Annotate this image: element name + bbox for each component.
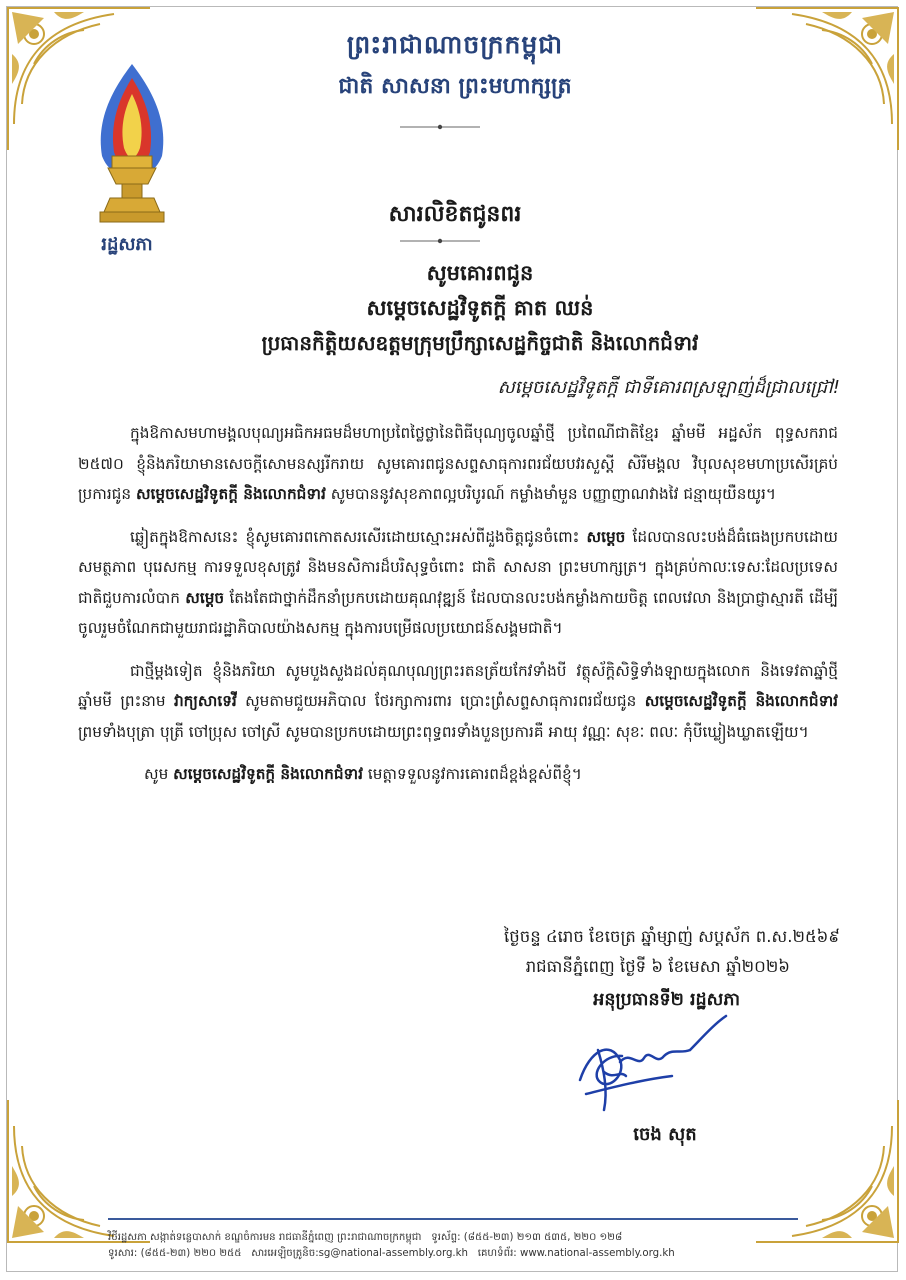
p1-text-1: ក្នុងឱកាសមហាមង្គលបុណ្យអធិកអធមដ៏មហាប្រពៃថ្លៃថ្លានៃពិធីបុណ្យចូលឆ្នាំថ្មី ប្រពៃណីជាតិខ្មែរ ឆ្នាំមមី អដ្ឋស័ក ពុទ្ធសករាជ ២៥៧០ ខ្ញុំនិងភរិយាមានសេចក្តីសោមនស្សរីករាយ សូមគោរពជូនសព្ទសាធុការពរជ័យបវរសួស្តី សិរីមង្គល វិបុលសុខមហាប្រសើរគ្រប់ប្រការជូន (78, 424, 838, 503)
footer-rule (108, 1218, 798, 1220)
title-divider (400, 238, 480, 244)
body-paragraph-3 (78, 656, 838, 748)
header-divider (400, 124, 480, 130)
kingdom-name: ព្រះរាជាណាចក្រកម្ពុជា (346, 30, 564, 59)
p2-bold-2: សម្តេច (185, 588, 225, 607)
footer-row-2 (108, 1246, 808, 1262)
p4-text-1: សូម (144, 765, 169, 783)
p3-text-3: ព្រមទាំងបុត្រា បុត្រី ចៅប្រុស ចៅស្រី សូមបានប្រកបដោយព្រះពុទ្ធពរទាំងបួនប្រការគឺ អាយុ វណ្ណៈ សុខៈ ពលៈ កុំបីឃ្លៀងឃ្លាតឡើយ។ (78, 722, 809, 741)
national-motto: ជាតិ សាសនា ព្រះមហាក្សត្រ (338, 73, 572, 99)
recipient-name: សម្តេចសេដ្ឋវិទូតក្តី គាត ឈន់ (366, 296, 594, 320)
footer-row-1 (108, 1230, 808, 1246)
signer-name: ចេង សុត (633, 1124, 697, 1145)
national-assembly-emblem (82, 60, 182, 230)
emblem-label: រដ្ឋសភា (101, 234, 153, 255)
p4-text-2: មេត្តាទទួលនូវការគោរពដ៏ខ្ពង់ខ្ពស់ពីខ្ញុំ។ (367, 765, 582, 783)
salutation-block (130, 260, 830, 360)
corner-ornament-top-right (752, 4, 902, 154)
document-title: សារលិខិតជូនពរ (388, 202, 522, 227)
recipient-tagline: សម្តេចសេដ្ឋវិទូតក្តី ជាទីគោរពស្រឡាញ់ដ៏ជ្រាលជ្រៅ! (497, 377, 840, 398)
footer-phone: (៨៥៥-២៣) ២១៣ ៥៣៥, ២២០ ១២៨ (463, 1232, 623, 1243)
footer-address: វិថីរដ្ឋសភា សង្កាត់ទន្លេបាសាក់ ខណ្ឌចំការមន រាជធានីភ្នំពេញ ព្រះរាជាណាចក្រកម្ពុជា (108, 1232, 422, 1243)
letter-body (78, 418, 838, 802)
p2-text-2: ដែលបានលះបង់ដ៏ធំធេងប្រកបដោយសមត្ថភាព បុរេសកម្ម ការទទួលខុសត្រូវ និងមនសិការដ៏បរិសុទ្ធចំពោះ ជាតិ សាសនា ព្រះមហាក្សត្រ។ ក្នុងគ្រប់កាលៈទេសៈដែលប្រទេសជាតិជួបការលំបាក (78, 527, 838, 607)
salutation-greeting: សូមគោរពជូន (426, 261, 534, 285)
p4-bold-1: សម្តេចសេដ្ឋវិទូតក្តី និងលោកជំទាវ (173, 765, 363, 783)
p2-bold-1: សម្តេច (586, 527, 626, 546)
p2-text-3: តែងតែជាថ្នាក់ដឹកនាំប្រកបដោយគុណវុឌ្ឍន៍ ដែលបានលះបង់កម្លាំងកាយចិត្ត ពេលវេលា និងប្រាជ្ញាស្មារតី ដើម្បីចូលរួមចំណែកជាមួយរាជរដ្ឋាភិបាលយ៉ាងសកម្ម ក្នុងការបម្រើផលប្រយោជន៍សង្គមជាតិ។ (78, 588, 839, 637)
recipient-title: ប្រធានកិត្តិយសឧត្តមក្រុមប្រឹក្សាសេដ្ឋកិច្ចជាតិ និងលោកជំទាវ (261, 331, 699, 355)
corner-ornament-bottom-left (4, 1096, 154, 1246)
p3-bold-2: សម្តេចសេដ្ឋវិទូតក្តី និងលោកជំទាវ (644, 692, 838, 710)
body-paragraph-2 (78, 522, 838, 644)
p2-text-1: ឆ្លៀតក្នុងឱកាសនេះ ខ្ញុំសូមគោរពកោតសរសើរដោយស្មោះអស់ពីដួងចិត្តជូនចំពោះ (130, 527, 580, 546)
lunar-date: ថ្ងៃចន្ទ ៤រោច ខែចេត្រ ឆ្នាំម្សាញ់ សប្តស័ក ព.ស.២៥៦៩ (504, 927, 840, 946)
p3-bold-1: វាក្យសាទេវី (173, 692, 237, 710)
footer-website-link[interactable]: www.national-assembly.org.kh (519, 1248, 675, 1259)
footer-email-link[interactable]: sg@national-assembly.org.kh (318, 1248, 469, 1259)
handwritten-signature (560, 1010, 740, 1120)
footer-email-label: សារអេឡិចត្រូនិច: (251, 1248, 319, 1259)
body-paragraph-4 (78, 759, 838, 790)
footer-phone-label: ទូរស័ព្ទ: (431, 1232, 461, 1243)
footer-fax: (៨៥៥-២៣) ២២០ ២៥៥ (140, 1248, 242, 1259)
footer-contact (108, 1230, 808, 1262)
signer-title: អនុប្រធានទី២ រដ្ឋសភា (593, 990, 740, 1010)
footer-fax-label: ទូរសារ: (108, 1248, 138, 1259)
p1-bold-1: សម្តេចសេដ្ឋវិទូតក្តី និងលោកជំទាវ (135, 485, 326, 503)
p3-text-2: សូមតាមជួយអភិបាល ថែរក្សាការពារ ប្រោះព្រំសព្ទសាធុការពរជ័យជូន (245, 692, 637, 710)
corner-ornament-bottom-right (752, 1096, 902, 1246)
body-paragraph-1 (78, 418, 838, 510)
footer-web-label: គេហទំព័រ: (477, 1248, 517, 1259)
letterhead (250, 30, 660, 104)
place-and-date: រាជធានីភ្នំពេញ ថ្ងៃទី ៦ ខែមេសា ឆ្នាំ២០២៦ (525, 957, 790, 976)
p1-text-2: សូមបាននូវសុខភាពល្អបរិបូរណ៍ កម្លាំងមាំមួន បញ្ញាញាណវាងវៃ ជន្មាយុយឺនយូរ។ (330, 485, 776, 503)
p3-text-1: ជាថ្មីម្តងទៀត ខ្ញុំនិងភរិយា សូមបួងសួងដល់គុណបុណ្យព្រះរតនត្រ័យកែវទាំងបី វត្ថុស័ក្តិសិទ្ធិទាំងឡាយក្នុងលោក និងទេវតាឆ្នាំថ្មី ឆ្នាំមមី ព្រះនាម (78, 661, 838, 710)
